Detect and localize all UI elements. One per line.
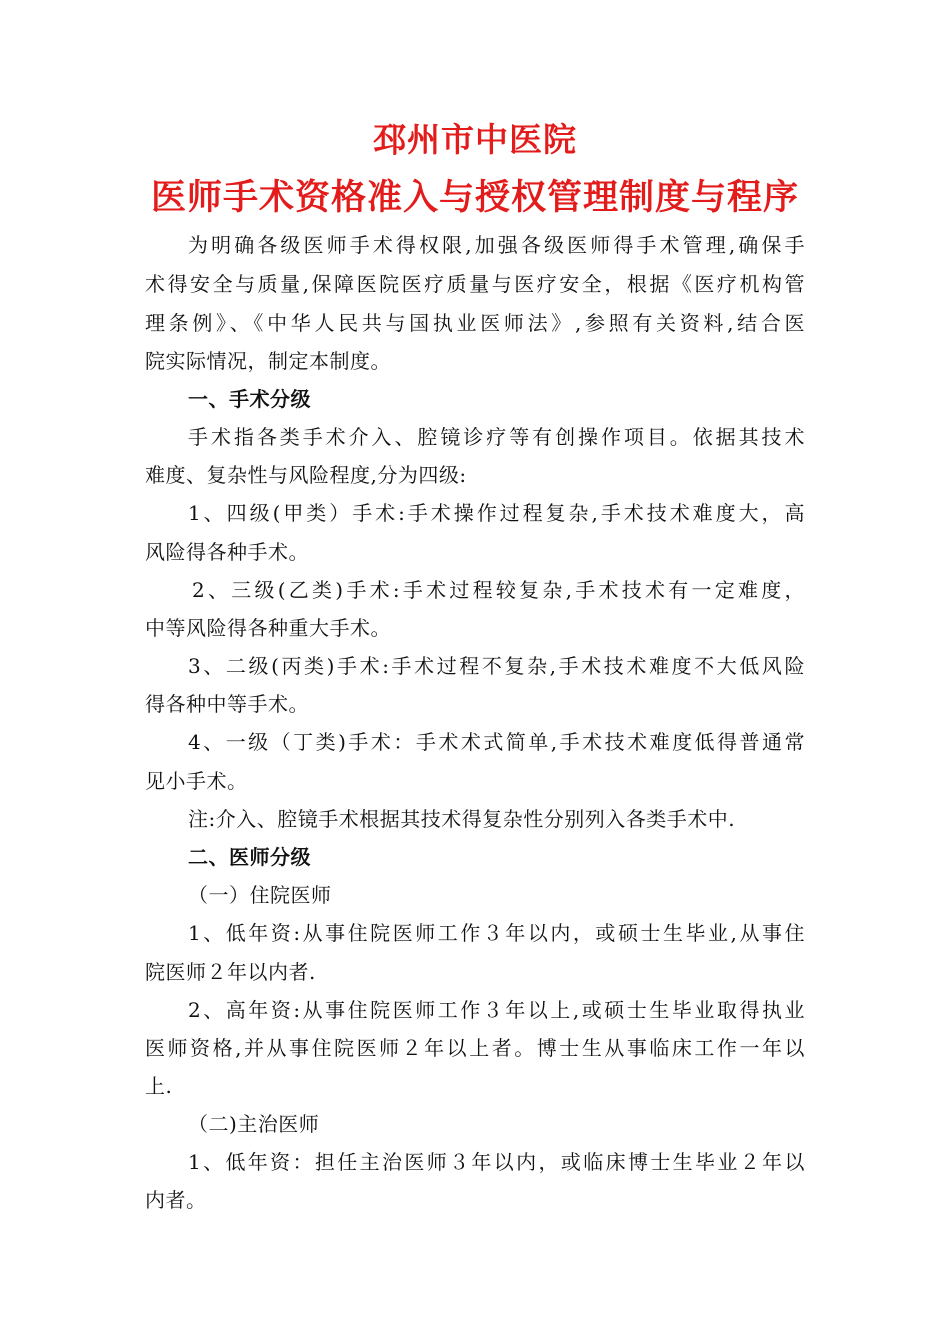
list-item-line: 3、二级(丙类)手术:手术过程不复杂,手术技术难度不大低风险 — [188, 654, 805, 678]
section-heading-surgery-grading: 一、手术分级 — [188, 387, 311, 411]
document-title-policy: 医师手术资格准入与授权管理制度与程序 — [150, 178, 799, 218]
paragraph-line: 理条例》、《中华人民共与国执业医师法》,参照有关资料,结合医 — [145, 311, 805, 335]
subsection-heading-attending: （二)主治医师 — [188, 1112, 320, 1136]
list-item-line: 得各种中等手术。 — [145, 692, 309, 716]
list-item-line: 上. — [145, 1074, 173, 1098]
list-item-line: 见小手术。 — [145, 769, 248, 793]
subsection-heading-resident: （一）住院医师 — [188, 883, 332, 907]
list-item-line: 中等风险得各种重大手术。 — [145, 616, 391, 640]
list-item-line: 1、低年资:从事住院医师工作３年以内，或硕士生毕业,从事住 — [188, 921, 805, 945]
note-line: 注:介入、腔镜手术根据其技术得复杂性分别列入各类手术中. — [188, 807, 736, 831]
list-item-line: 4、一级（丁类)手术：手术术式简单,手术技术难度低得普通常 — [188, 730, 805, 754]
list-item-line: 风险得各种手术。 — [145, 540, 309, 564]
paragraph-line: 术得安全与质量,保障医院医疗质量与医疗安全，根据《医疗机构管 — [145, 272, 805, 296]
list-item-line: 1、低年资：担任主治医师３年以内，或临床博士生毕业２年以 — [188, 1150, 805, 1174]
paragraph-line: 院实际情况，制定本制度。 — [145, 349, 391, 373]
list-item-line: 院医师２年以内者. — [145, 960, 316, 984]
document-title-hospital: 邳州市中医院 — [373, 120, 577, 159]
paragraph-line: 为明确各级医师手术得权限,加强各级医师得手术管理,确保手 — [188, 233, 805, 257]
list-item-line: 2、三级(乙类)手术:手术过程较复杂,手术技术有一定难度， — [192, 578, 805, 602]
list-item-line: 1、四级(甲类）手术:手术操作过程复杂,手术技术难度大，高 — [188, 501, 805, 525]
list-item-line: 医师资格,并从事住院医师２年以上者。博士生从事临床工作一年以 — [145, 1036, 805, 1060]
paragraph-line: 难度、复杂性与风险程度,分为四级: — [145, 463, 467, 487]
list-item-line: 内者。 — [145, 1188, 207, 1212]
list-item-line: 2、高年资:从事住院医师工作３年以上,或硕士生毕业取得执业 — [188, 998, 805, 1022]
paragraph-line: 手术指各类手术介入、腔镜诊疗等有创操作项目。依据其技术 — [188, 425, 805, 449]
section-heading-doctor-grading: 二、医师分级 — [188, 845, 311, 869]
